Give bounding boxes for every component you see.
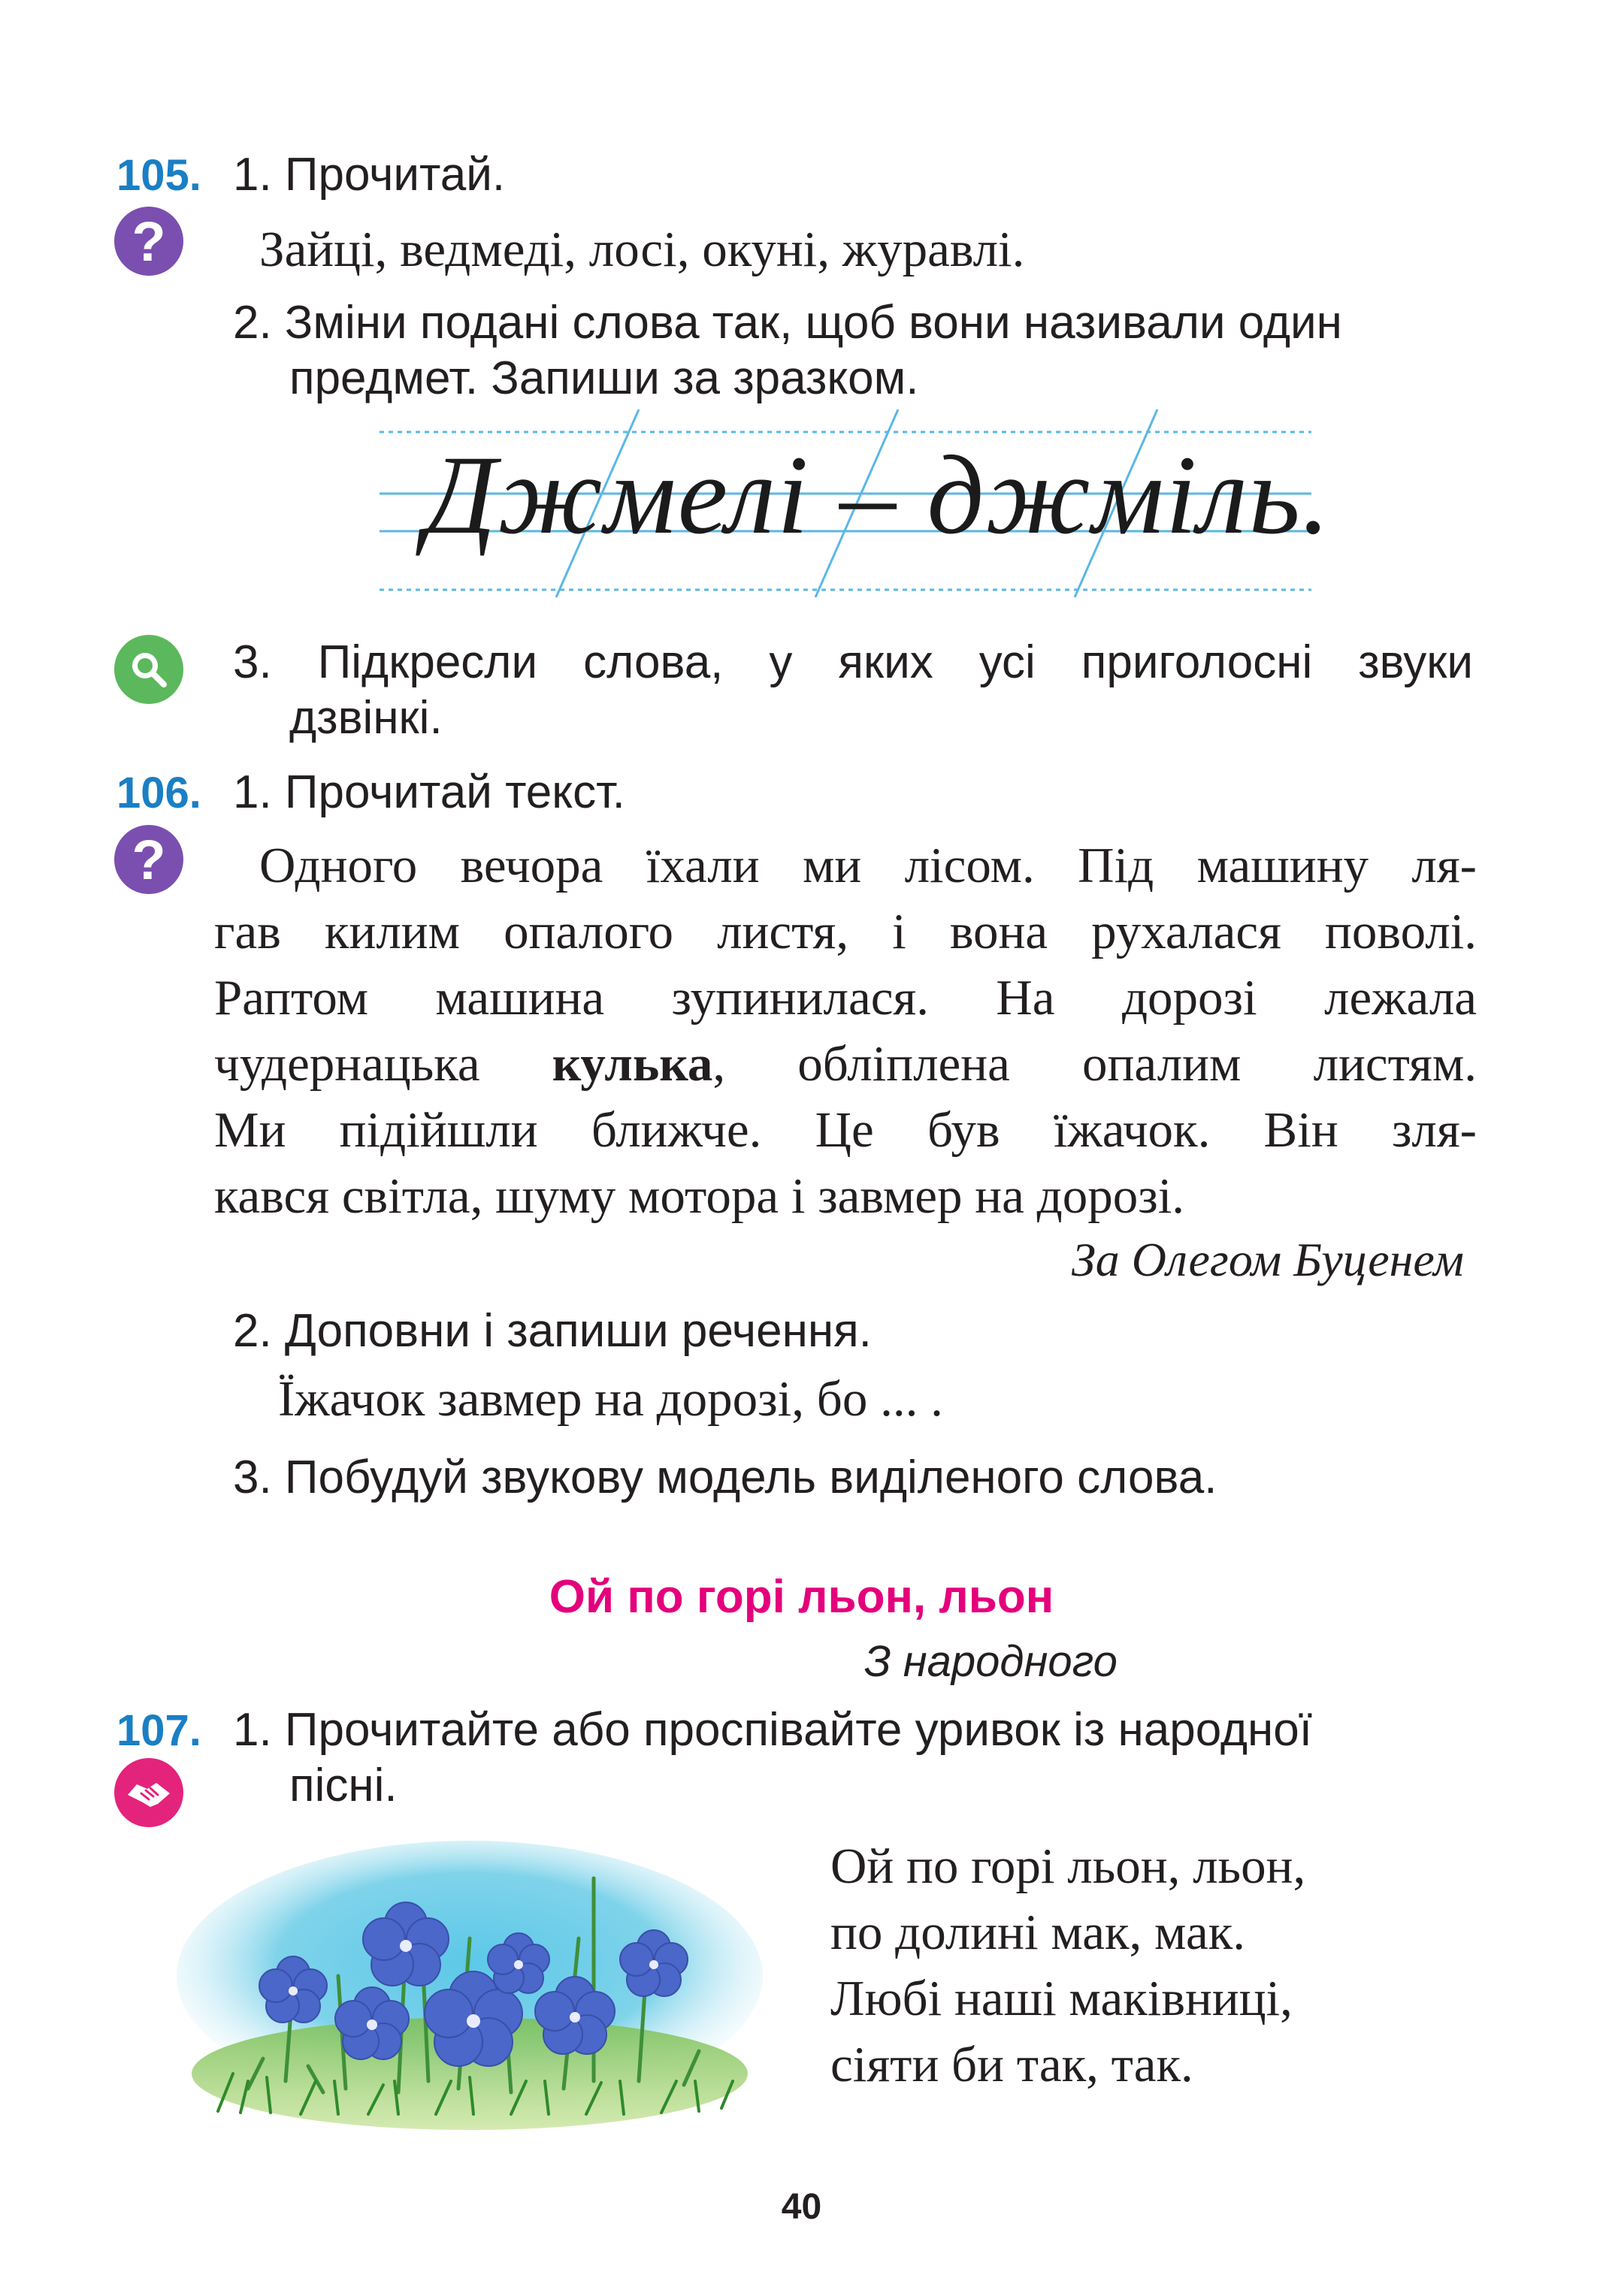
highlighted-word: кулька xyxy=(552,1036,713,1092)
page-number: 40 xyxy=(781,2187,822,2227)
exercise-number-107: 107. xyxy=(116,1706,201,1755)
ex105-step3-line1: 3. Підкресли слова, у яких усі приголосні звуки xyxy=(233,636,1473,688)
ex105-step2-line2: предмет. Запиши за зразком. xyxy=(289,352,919,404)
song-poem xyxy=(830,1833,1305,2098)
song-title: Ой по горі льон, льон xyxy=(549,1571,1054,1623)
ex105-words: Зайці, ведмеді, лосі, окуні, журавлі. xyxy=(259,222,1025,277)
ex105-step3-line2: дзвінкі. xyxy=(289,692,443,744)
ex106-text-line: кався світла, шуму мотора і завмер на дорозі. xyxy=(214,1168,1185,1224)
ex106-sentence: Їжачок завмер на дорозі, бо ... . xyxy=(278,1371,943,1427)
ex106-text-line: Ми підійшли ближче. Це був їжачок. Він зля- xyxy=(214,1102,1477,1158)
exercise-number-106: 106. xyxy=(116,769,201,817)
ex106-text-line: гав килим опалого листя, і вона рухалася поволі. xyxy=(214,904,1477,959)
handshake-icon xyxy=(114,1758,183,1827)
ex106-text-line: чудернацька кулька, обліплена опалим листям. xyxy=(214,1036,1477,1092)
poem-line: Ой по горі льон, льон, xyxy=(830,1838,1306,1894)
ex106-text xyxy=(214,832,1477,1229)
magnifier-icon xyxy=(114,635,183,704)
flax-flowers-illustration xyxy=(173,1833,767,2134)
poem-line: Любі наші маківниці, xyxy=(830,1971,1293,2026)
ex106-text-line: Раптом машина зупинилася. На дорозі лежала xyxy=(214,970,1477,1026)
exercise-number-105: 105. xyxy=(116,151,201,200)
ex106-step2: 2. Доповни і запиши речення. xyxy=(233,1305,872,1357)
song-source: З народного xyxy=(864,1637,1118,1686)
poem-line: сіяти би так, так. xyxy=(830,2037,1193,2092)
ex107-step1-line2: пісні. xyxy=(289,1760,398,1811)
ex105-step1: 1. Прочитай. xyxy=(233,149,506,201)
poem-line: по долині мак, мак. xyxy=(830,1905,1246,1960)
ex106-text-line: Одного вечора їхали ми лісом. Під машину ля- xyxy=(259,838,1477,893)
ex107-step1-line1: 1. Прочитайте або проспівайте уривок із народної xyxy=(233,1704,1312,1756)
ex106-author: За Олегом Буценем xyxy=(1072,1233,1464,1286)
question-icon: ? xyxy=(114,207,183,276)
handwriting-sample-text: Джмелі – джміль. xyxy=(425,433,1332,557)
handwriting-sample xyxy=(380,409,1332,597)
ex106-step3: 3. Побудуй звукову модель виділеного слова. xyxy=(233,1452,1217,1503)
ex105-step2-line1: 2. Зміни подані слова так, щоб вони називали один xyxy=(233,297,1342,349)
ex106-step1: 1. Прочитай текст. xyxy=(233,766,625,818)
question-icon: ? xyxy=(114,825,183,894)
